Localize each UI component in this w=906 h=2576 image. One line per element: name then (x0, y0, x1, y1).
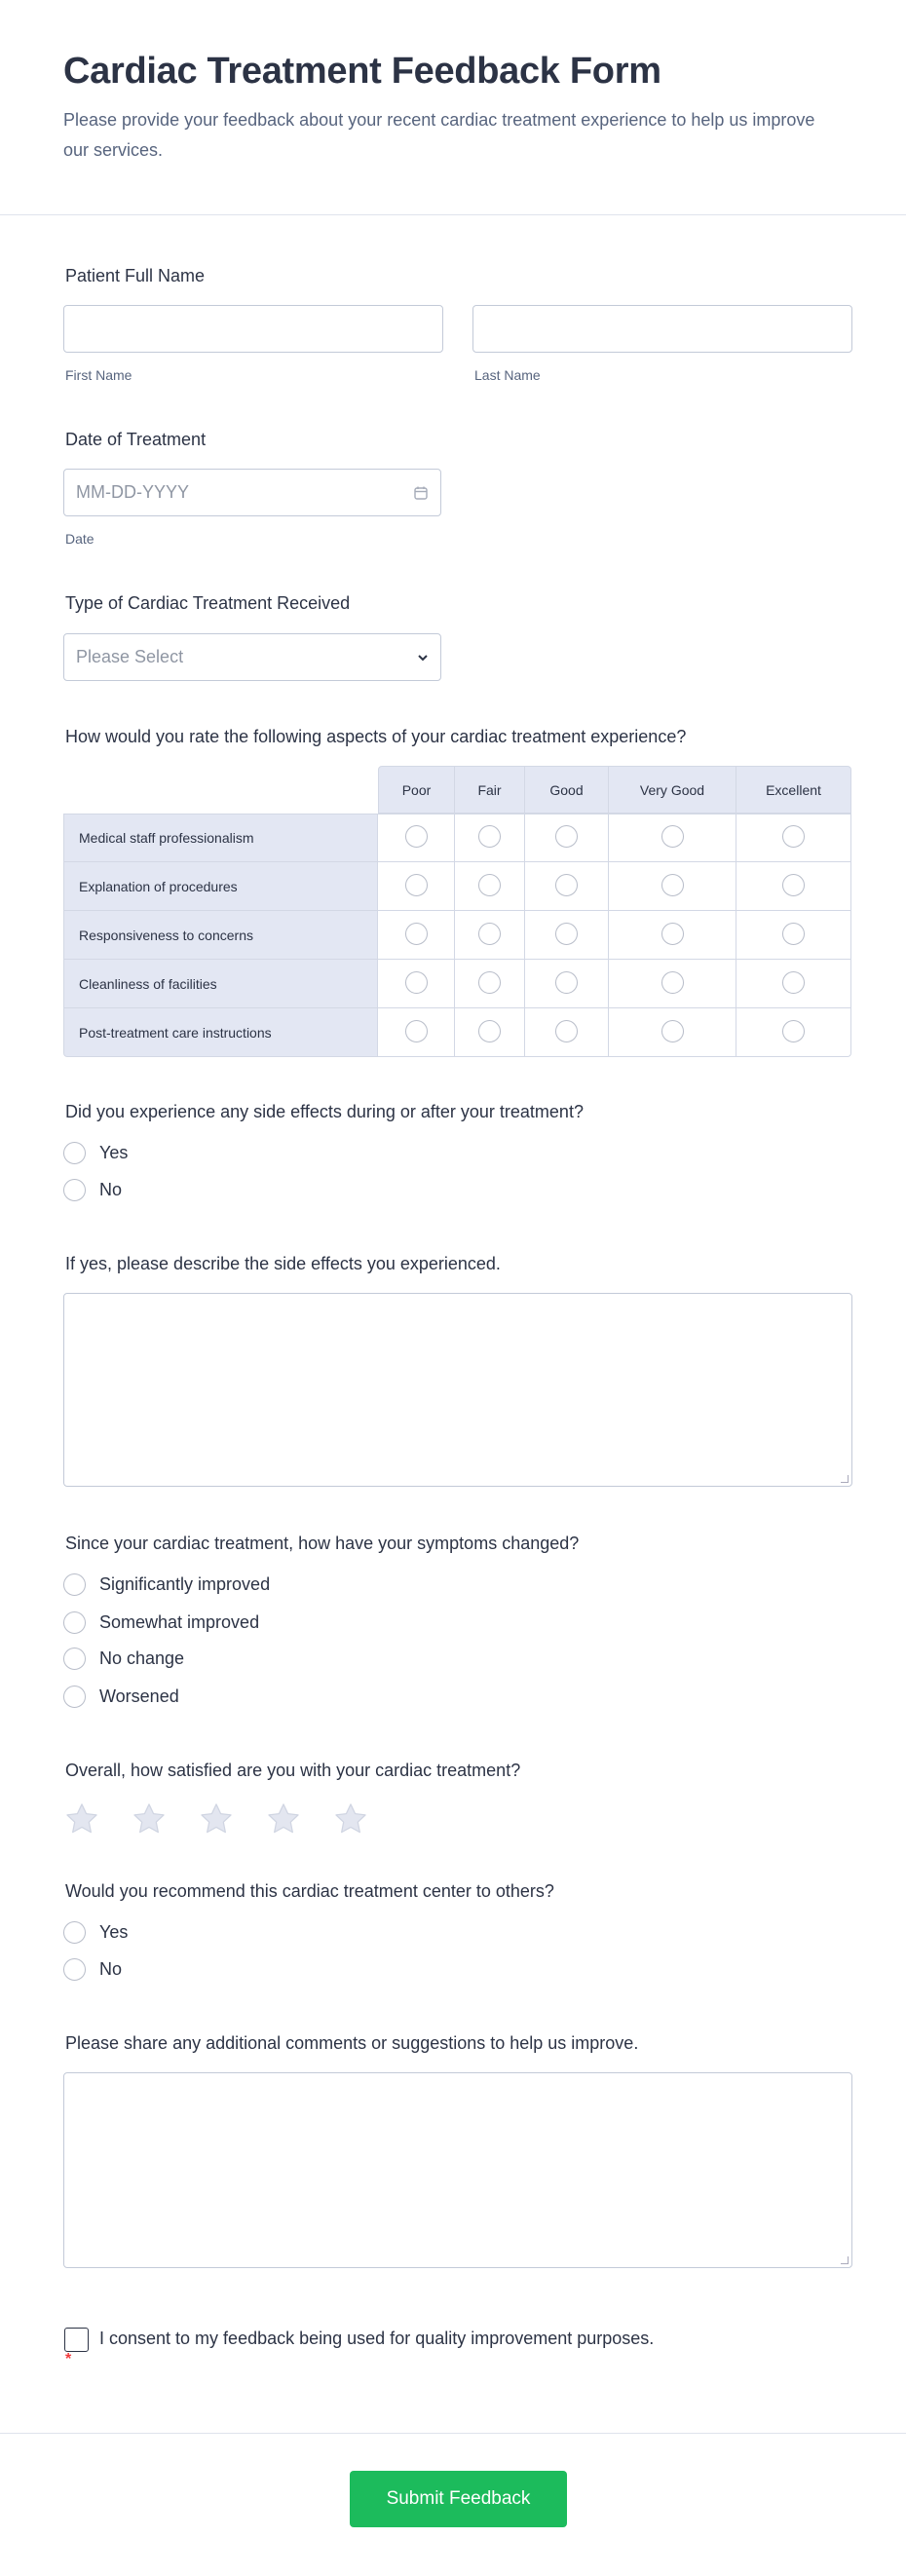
consent-checkbox[interactable] (64, 2328, 89, 2352)
matrix-cell[interactable] (525, 1008, 609, 1057)
radio-button[interactable] (478, 825, 501, 848)
matrix-cell[interactable] (378, 814, 455, 862)
matrix-cell[interactable] (736, 960, 851, 1008)
radio-button[interactable] (555, 825, 578, 848)
date-input[interactable] (63, 469, 441, 516)
matrix-row-label: Explanation of procedures (63, 862, 378, 911)
option-label: Yes (99, 1143, 129, 1162)
symptoms-option[interactable] (63, 1686, 179, 1708)
star-icon[interactable] (198, 1800, 235, 1837)
recommend-yes[interactable] (63, 1921, 128, 1944)
matrix-cell[interactable] (525, 862, 609, 911)
radio-button[interactable] (478, 1020, 501, 1042)
matrix-row-label: Post-treatment care instructions (63, 1008, 378, 1057)
radio-button[interactable] (63, 1648, 86, 1670)
matrix-row-label: Medical staff professionalism (63, 814, 378, 862)
treatment-type-select[interactable] (63, 633, 441, 681)
matrix-cell[interactable] (455, 862, 525, 911)
radio-button[interactable] (782, 971, 805, 994)
matrix-cell[interactable] (609, 911, 736, 960)
radio-button[interactable] (782, 923, 805, 945)
submit-button[interactable]: Submit Feedback (350, 2471, 567, 2527)
radio-button[interactable] (63, 1142, 86, 1164)
satisfaction-question: Overall, how satisfied are you with your cardiac treatment? (65, 1761, 521, 1780)
matrix-cell[interactable] (455, 960, 525, 1008)
matrix-cell[interactable] (455, 1008, 525, 1057)
footer-divider (0, 2433, 906, 2434)
matrix-cell[interactable] (525, 960, 609, 1008)
treatment-type-value: Please Select (76, 647, 184, 666)
radio-button[interactable] (661, 971, 684, 994)
radio-button[interactable] (478, 971, 501, 994)
option-label: No (99, 1959, 123, 1979)
matrix-cell[interactable] (455, 911, 525, 960)
side-effects-question: Did you experience any side effects during or after your treatment? (65, 1102, 584, 1121)
matrix-cell[interactable] (455, 814, 525, 862)
radio-button[interactable] (405, 1020, 428, 1042)
symptoms-question: Since your cardiac treatment, how have your symptoms changed? (65, 1534, 580, 1553)
matrix-row-label: Responsiveness to concerns (63, 911, 378, 960)
side-effects-textarea[interactable] (63, 1293, 852, 1487)
radio-button[interactable] (782, 825, 805, 848)
radio-button[interactable] (405, 971, 428, 994)
star-icon[interactable] (332, 1800, 369, 1837)
radio-button[interactable] (405, 874, 428, 896)
matrix-cell[interactable] (609, 1008, 736, 1057)
matrix-cell[interactable] (736, 862, 851, 911)
rating-matrix (63, 766, 851, 1057)
recommend-question: Would you recommend this cardiac treatment center to others? (65, 1881, 554, 1901)
matrix-cell[interactable] (378, 911, 455, 960)
date-placeholder: MM-DD-YYYY (76, 482, 189, 502)
first-name-sublabel: First Name (65, 367, 132, 383)
resize-handle-icon[interactable] (841, 2256, 849, 2264)
first-name-input[interactable] (63, 305, 443, 353)
matrix-cell[interactable] (609, 862, 736, 911)
date-sublabel: Date (65, 531, 94, 547)
option-label: Yes (99, 1922, 129, 1942)
matrix-cell[interactable] (609, 814, 736, 862)
header-divider (0, 214, 906, 215)
radio-button[interactable] (63, 1573, 86, 1596)
table-row (63, 1008, 851, 1057)
table-row (63, 814, 851, 862)
radio-button[interactable] (478, 874, 501, 896)
form-description: Please provide your feedback about your recent cardiac treatment experience to help us improve our services. (63, 110, 815, 160)
matrix-cell[interactable] (736, 911, 851, 960)
star-icon[interactable] (265, 1800, 302, 1837)
radio-button[interactable] (782, 1020, 805, 1042)
radio-button[interactable] (555, 923, 578, 945)
symptoms-option[interactable] (63, 1573, 270, 1596)
resize-handle-icon[interactable] (841, 1475, 849, 1483)
radio-button[interactable] (478, 923, 501, 945)
matrix-corner (63, 766, 378, 814)
table-row (63, 960, 851, 1008)
matrix-cell[interactable] (378, 1008, 455, 1057)
star-icon[interactable] (131, 1800, 168, 1837)
matrix-col-header: Poor (378, 766, 455, 814)
star-rating[interactable] (63, 1800, 369, 1837)
patient-name-label: Patient Full Name (65, 266, 206, 285)
radio-button[interactable] (405, 825, 428, 848)
consent-label: I consent to my feedback being used for quality improvement purposes. (99, 2329, 655, 2348)
matrix-cell[interactable] (609, 960, 736, 1008)
table-row (63, 862, 851, 911)
comments-textarea[interactable] (63, 2072, 852, 2268)
radio-button[interactable] (555, 1020, 578, 1042)
option-label: Worsened (99, 1686, 179, 1706)
matrix-cell[interactable] (378, 862, 455, 911)
table-row (63, 911, 851, 960)
date-label: Date of Treatment (65, 430, 207, 449)
radio-button[interactable] (661, 1020, 684, 1042)
matrix-cell[interactable] (525, 911, 609, 960)
matrix-col-header: Excellent (736, 766, 851, 814)
matrix-col-header: Good (525, 766, 609, 814)
form-title: Cardiac Treatment Feedback Form (63, 51, 661, 92)
last-name-input[interactable] (472, 305, 852, 353)
calendar-icon[interactable] (413, 485, 429, 501)
matrix-cell[interactable] (736, 1008, 851, 1057)
matrix-question: How would you rate the following aspects of your cardiac treatment experience? (65, 727, 687, 746)
radio-button[interactable] (661, 825, 684, 848)
recommend-no[interactable] (63, 1958, 122, 1981)
treatment-type-label: Type of Cardiac Treatment Received (65, 593, 351, 613)
radio-button[interactable] (63, 1686, 86, 1708)
radio-button[interactable] (555, 874, 578, 896)
last-name-sublabel: Last Name (474, 367, 541, 383)
option-label: Somewhat improved (99, 1612, 260, 1632)
required-asterisk: * (65, 2351, 72, 2368)
radio-button[interactable] (661, 923, 684, 945)
radio-button[interactable] (63, 1179, 86, 1201)
star-icon[interactable] (63, 1800, 100, 1837)
side-effects-yes[interactable] (63, 1142, 128, 1164)
radio-button[interactable] (63, 1921, 86, 1944)
option-label: Significantly improved (99, 1574, 271, 1594)
radio-button[interactable] (555, 971, 578, 994)
radio-button[interactable] (405, 923, 428, 945)
side-effects-no[interactable] (63, 1179, 122, 1201)
radio-button[interactable] (63, 1611, 86, 1634)
option-label: No (99, 1180, 123, 1199)
matrix-cell[interactable] (378, 960, 455, 1008)
option-label: No change (99, 1648, 185, 1668)
side-effects-desc-label: If yes, please describe the side effects you experienced. (65, 1254, 501, 1273)
matrix-cell[interactable] (736, 814, 851, 862)
matrix-cell[interactable] (525, 814, 609, 862)
chevron-down-icon (417, 654, 429, 662)
matrix-row-label: Cleanliness of facilities (63, 960, 378, 1008)
comments-label: Please share any additional comments or suggestions to help us improve. (65, 2033, 639, 2053)
radio-button[interactable] (661, 874, 684, 896)
matrix-col-header: Fair (455, 766, 525, 814)
matrix-col-header: Very Good (609, 766, 736, 814)
radio-button[interactable] (782, 874, 805, 896)
radio-button[interactable] (63, 1958, 86, 1981)
symptoms-option[interactable] (63, 1611, 259, 1634)
symptoms-option[interactable] (63, 1648, 184, 1670)
